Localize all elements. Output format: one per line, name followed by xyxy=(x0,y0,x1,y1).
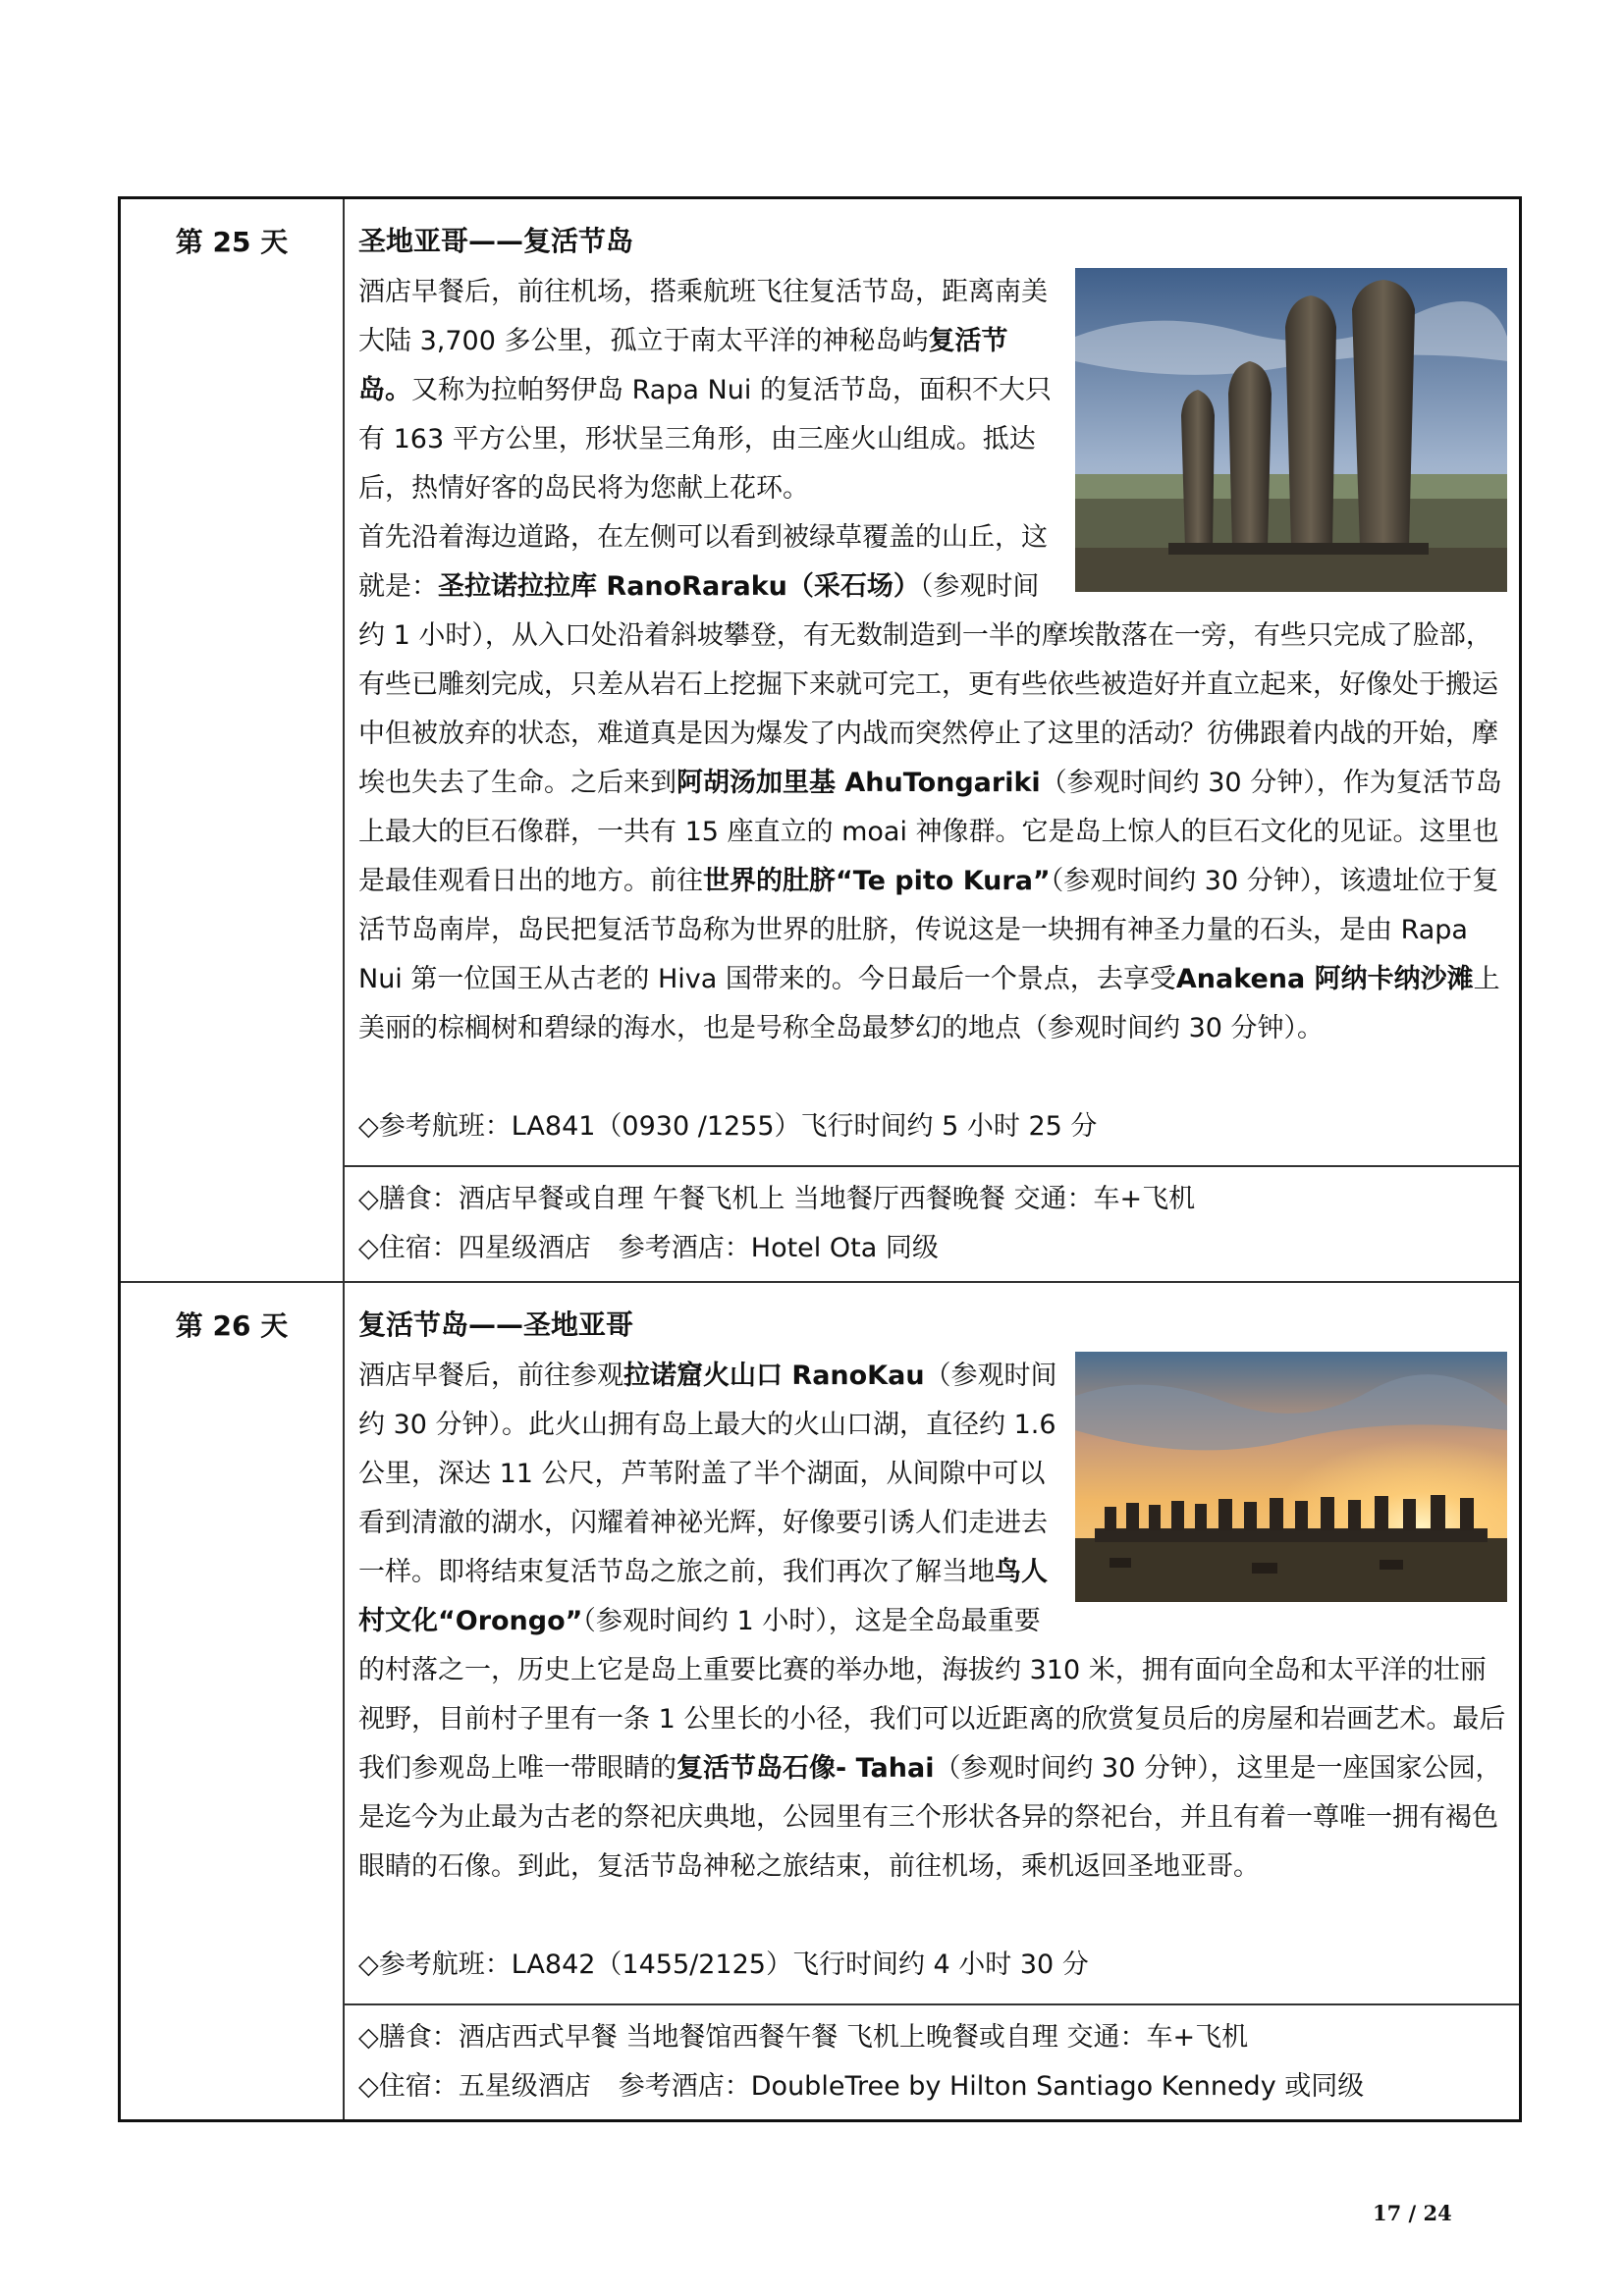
day-description: 酒店早餐后，前往机场，搭乘航班飞往复活节岛，距离南美大陆 3,700 多公里，孤立于南太平洋的神秘岛屿复活节岛。又称为拉帕努伊岛 Rapa Nui 的复活节岛，面积不大只有 163 平方公里，形状呈三角形，由三座火山组成。抵达后，热情好客的岛民将为您献上花环。 首先沿着海边道路，在左侧可以看到被绿草覆盖的山丘，这就是：圣拉诺拉拉库 RanoRaraku（采石场）（参观时间约 1 小时），从入口处沿着斜坡攀登，有无数制造到一半的摩埃散落在一旁，有些只完成了脸部，有些已雕刻完成，只差从岩石上挖掘下来就可完工，更有些依些被造好并直立起来，好像处于搬运中但被放弃的状态，难道真是因为爆发了内战而突然停止了这里的活动？彷佛跟着内战的开始，摩埃也失去了生命。之后来到阿胡汤加里基 AhuTongariki（参观时间约 30 分钟），作为复活节岛上最大的巨石像群，一共有 15 座直立的 moai 神像群。它是岛上惊人的巨石文化的见证。这里也是最佳观看日出的地方。前往世界的肚脐“Te pito Kura”（参观时间约 30 分钟），该遗址位于复活节岛南岸，岛民把复活节岛称为世界的肚脐，传说这是一块拥有神圣力量的石头，是由 Rapa Nui 第一位国王从古老的 Hiva 国带来的。今日最后一个景点，去享受Anakena 阿纳卡纳沙滩上美丽的棕榈树和碧绿的海水，也是号称全岛最梦幻的地点（参观时间约 30 分钟）。 xyxy=(358,268,1507,1053)
day-row xyxy=(121,199,1519,1283)
day-logistics xyxy=(345,2003,1519,2119)
accommodation: ◇住宿：五星级酒店 参考酒店：DoubleTree by Hilton Santiago Kennedy 或同级 xyxy=(358,2071,1365,2102)
accommodation: ◇住宿：四星级酒店 参考酒店：Hotel Ota 同级 xyxy=(358,1233,939,1263)
day-title: 复活节岛——圣地亚哥 xyxy=(358,1308,634,1341)
meals-transport: ◇膳食：酒店早餐或自理 午餐飞机上 当地餐厅西餐晚餐 交通：车+飞机 xyxy=(358,1184,1196,1214)
day-main xyxy=(345,199,1519,1165)
day-body xyxy=(345,199,1519,1281)
page-number: 17 / 24 xyxy=(1373,2201,1452,2225)
day-description: 酒店早餐后，前往参观拉诺窟火山口 RanoKau（参观时间约 30 分钟）。此火山拥有岛上最大的火山口湖，直径约 1.6 公里，深达 11 公尺，芦苇附盖了半个湖面，从间隙中可以看到清澈的湖水，闪耀着神祕光辉，好像要引诱人们走进去一样。即将结束复活节岛之旅之前，我们再次了解当地鸟人村文化“Orongo”（参观时间约 1 小时），这是全岛最重要的村落之一，历史上它是岛上重要比赛的举办地，海拔约 310 米，拥有面向全岛和太平洋的壮丽视野，目前村子里有一条 1 公里长的小径，我们可以近距离的欣赏复员后的房屋和岩画艺术。最后我们参观岛上唯一带眼睛的复活节岛石像- Tahai（参观时间约 30 分钟），这里是一座国家公园，是迄今为止最为古老的祭祀庆典地，公园里有三个形状各异的祭祀台，并且有着一尊唯一拥有褐色眼睛的石像。到此，复活节岛神秘之旅结束，前往机场，乘机返回圣地亚哥。 xyxy=(358,1352,1507,1892)
flight-info: ◇参考航班：LA841（0930 /1255）飞行时间约 5 小时 25 分 xyxy=(358,1111,1098,1142)
day-logistics xyxy=(345,1165,1519,1281)
moai-statues-image xyxy=(1075,268,1507,592)
day-body xyxy=(345,1283,1519,2119)
moai-photo xyxy=(1075,268,1507,592)
day-row xyxy=(121,1283,1519,2119)
day-title: 圣地亚哥——复活节岛 xyxy=(358,225,634,257)
day-label: 第 26 天 xyxy=(121,1283,345,2119)
flight-info: ◇参考航班：LA842（1455/2125）飞行时间约 4 小时 30 分 xyxy=(358,1949,1089,1980)
day-label: 第 25 天 xyxy=(121,199,345,1281)
ahu-tongariki-sunrise-image xyxy=(1075,1352,1507,1602)
sunrise-photo xyxy=(1075,1352,1507,1602)
itinerary-table xyxy=(118,196,1522,2122)
day-main xyxy=(345,1283,1519,2003)
meals-transport: ◇膳食：酒店西式早餐 当地餐馆西餐午餐 飞机上晚餐或自理 交通：车+飞机 xyxy=(358,2022,1249,2053)
